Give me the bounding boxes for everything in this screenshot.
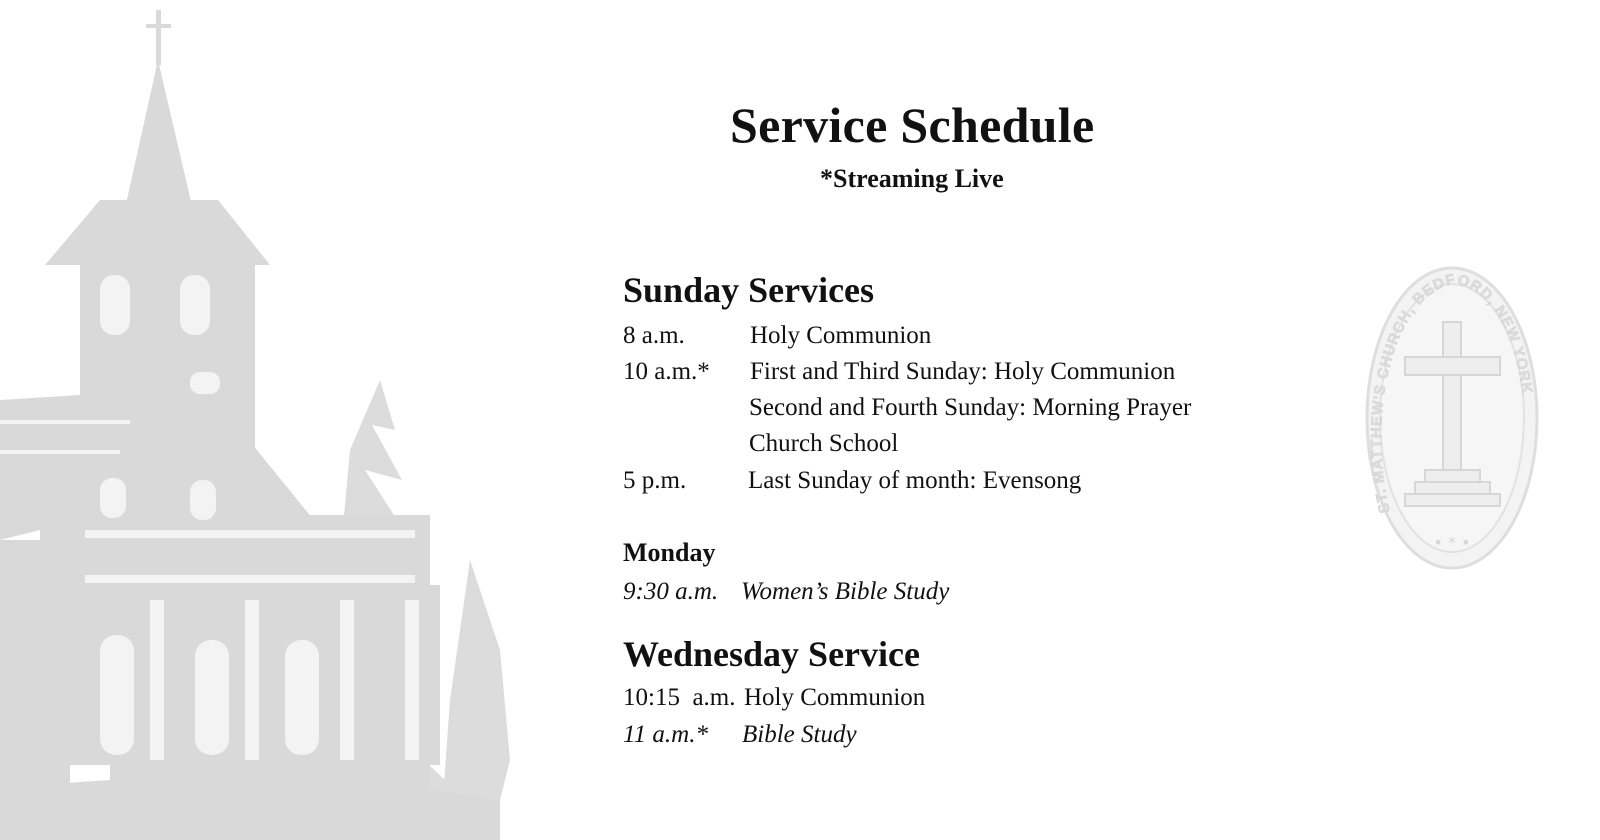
schedule-row	[623, 685, 1223, 713]
service-time: 8 a.m.	[623, 322, 685, 349]
service-description: First and Third Sunday: Holy Communion	[750, 358, 1176, 385]
service-time: 10 a.m.*	[623, 358, 710, 385]
schedule-row	[623, 722, 1223, 750]
service-time: 5 p.m.	[623, 467, 687, 494]
service-description: Last Sunday of month: Evensong	[748, 467, 1082, 494]
schedule-row	[623, 579, 1223, 607]
seal-inscription: ST. MATTHEW'S CHURCH, BEDFORD, NEW YORK	[1368, 270, 1536, 515]
service-description: Holy Communion	[750, 322, 932, 349]
schedule-row	[623, 468, 1223, 496]
service-time: 10:15 a.m.	[623, 684, 736, 711]
service-time: 9:30 a.m.	[623, 578, 719, 605]
schedule-row	[623, 395, 1223, 423]
church-seal	[1365, 262, 1540, 574]
schedule-row	[623, 359, 1223, 387]
service-time: 11 a.m.*	[623, 721, 708, 748]
monday-heading: Monday	[623, 538, 716, 567]
streaming-note: *Streaming Live	[820, 164, 1004, 193]
service-description: Holy Communion	[744, 684, 926, 711]
service-description: Bible Study	[742, 721, 857, 748]
seal-star-icon: • * •	[1433, 533, 1471, 552]
page-title: Service Schedule	[730, 97, 1095, 153]
sunday-heading: Sunday Services	[623, 270, 875, 310]
wednesday-heading: Wednesday Service	[623, 634, 920, 674]
service-description: Women’s Bible Study	[741, 578, 950, 605]
service-description: Church School	[749, 430, 899, 457]
schedule-row	[623, 323, 1223, 351]
service-description: Second and Fourth Sunday: Morning Prayer	[749, 394, 1192, 421]
schedule-row	[623, 431, 1223, 459]
church-illustration	[0, 0, 520, 840]
